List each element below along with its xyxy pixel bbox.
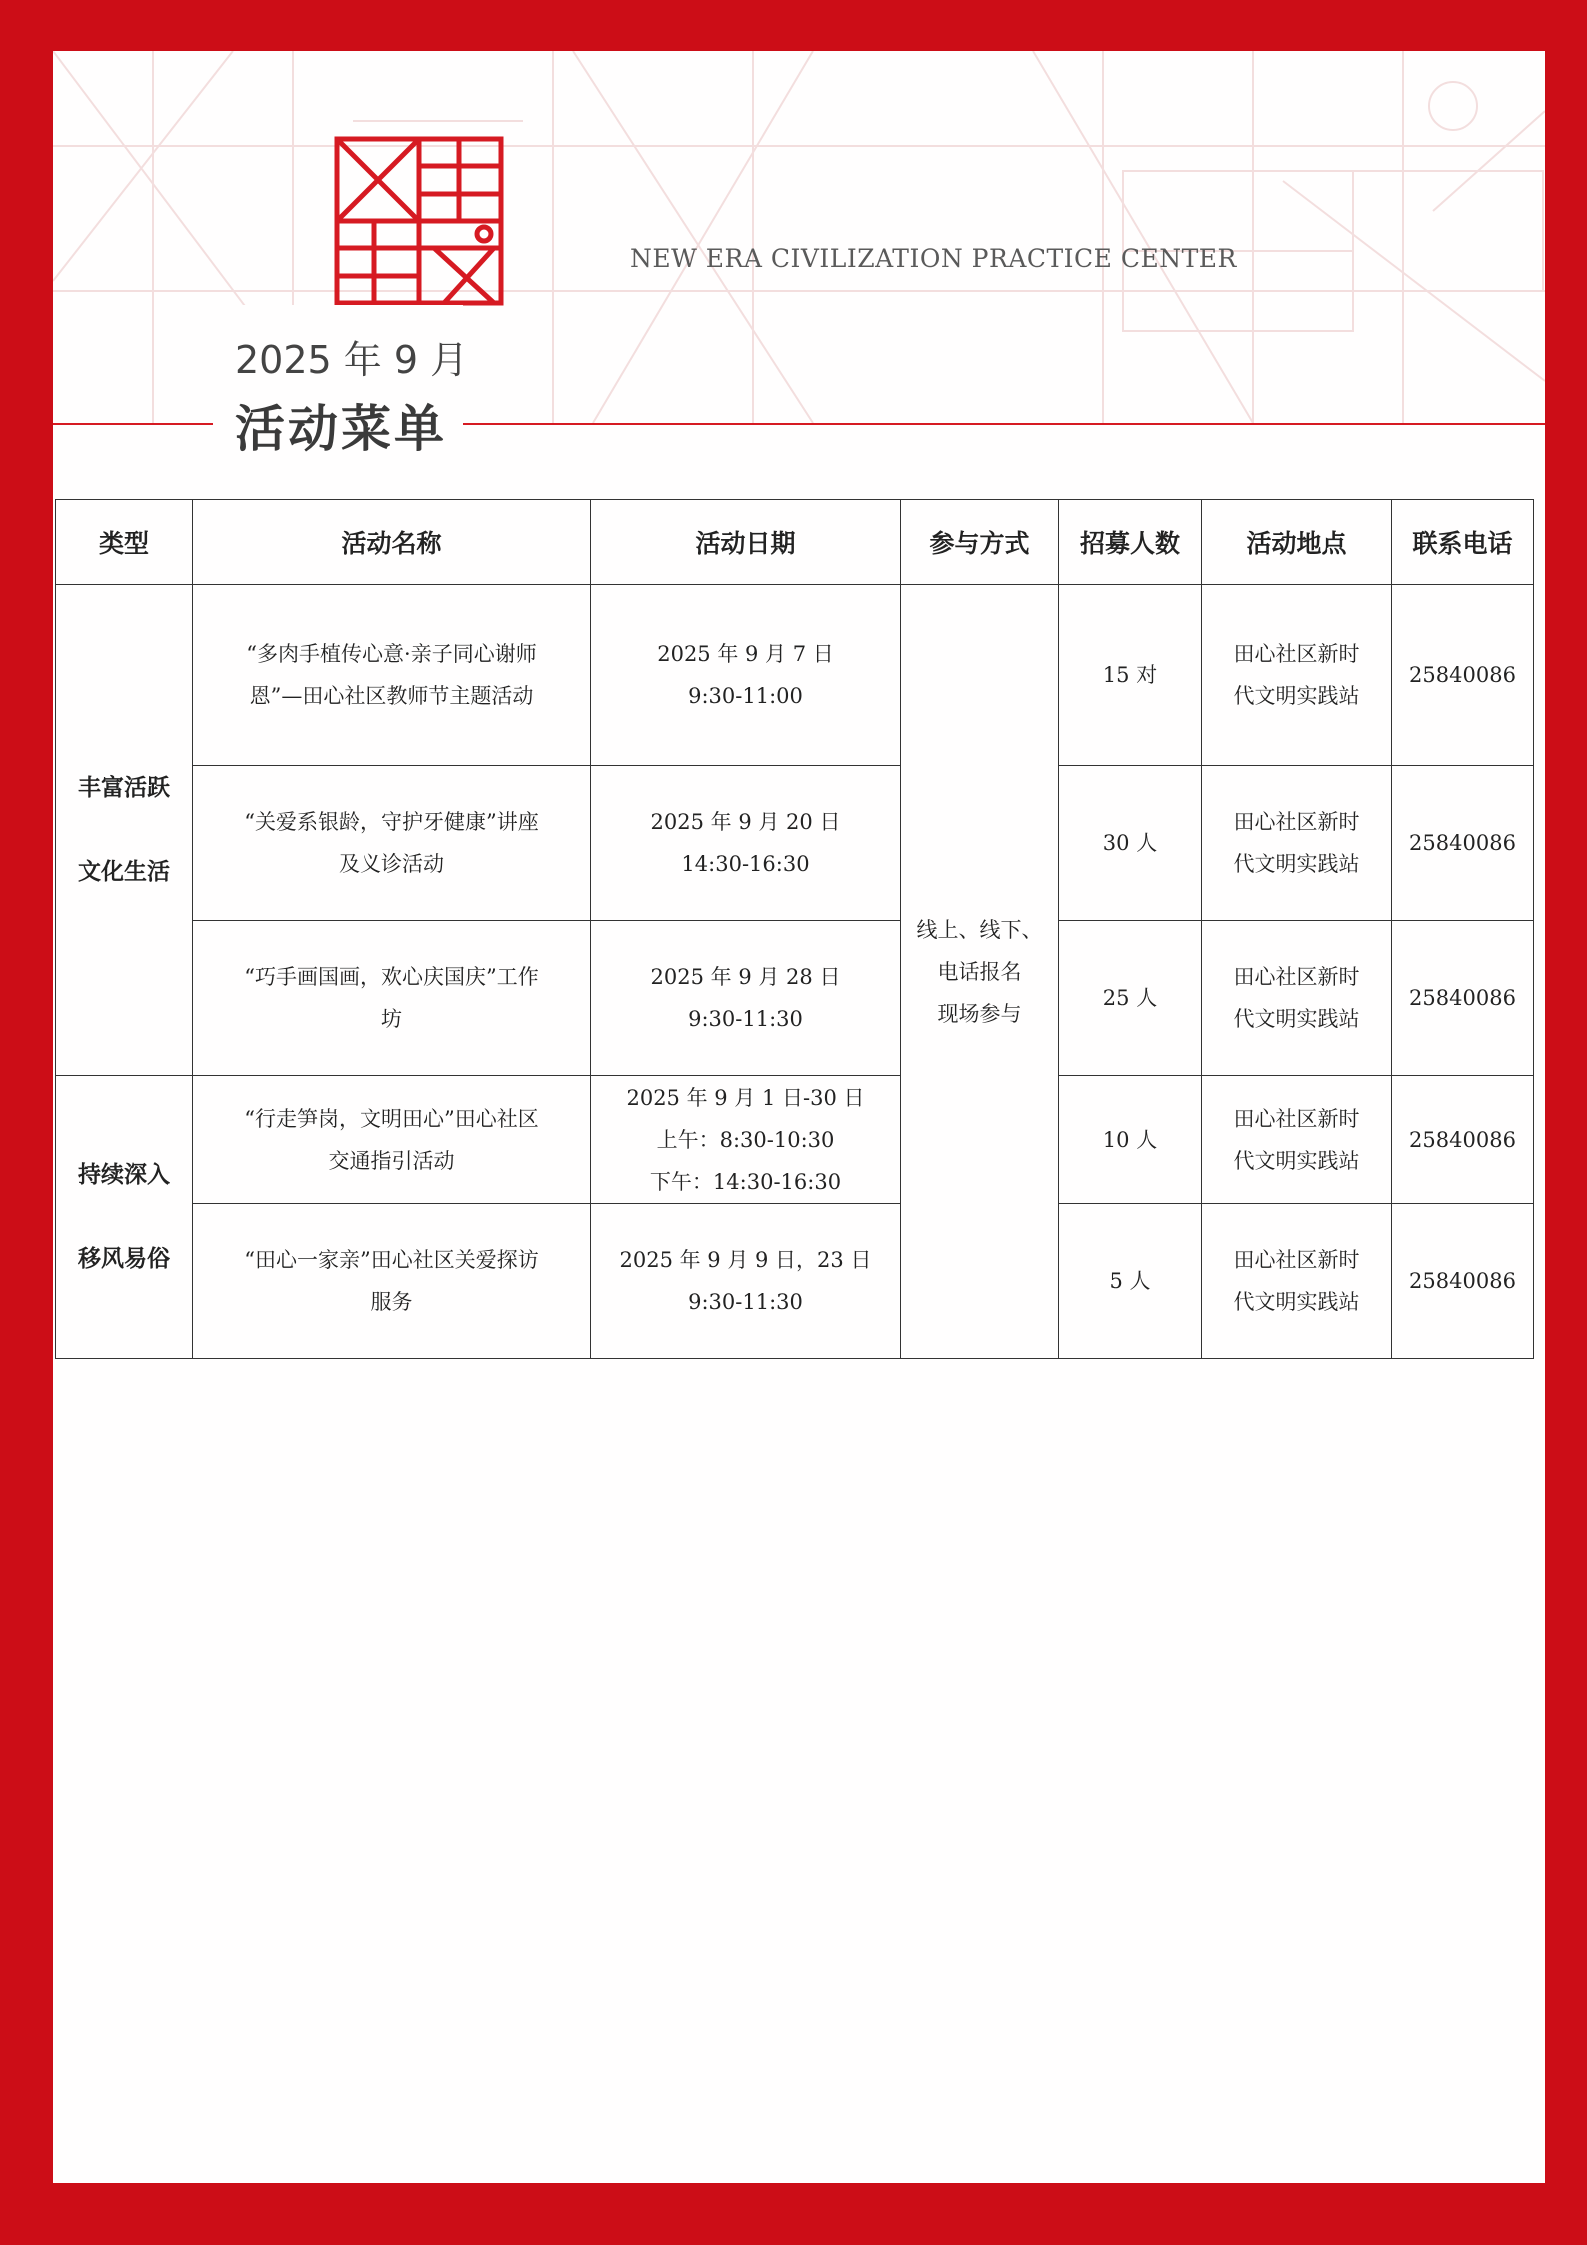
name-line: 交通指引活动: [328, 1148, 455, 1173]
type-line: 丰富活跃: [78, 775, 170, 801]
date-line: 2025 年 9 月 9 日，23 日: [619, 1248, 872, 1272]
name-line: 坊: [381, 1007, 402, 1031]
year-month-label: 2025 年 9 月: [235, 338, 469, 382]
activity-name-cell: [193, 766, 591, 921]
location-line: 田心社区新时: [1233, 1248, 1360, 1272]
name-line: “多肉手植传心意·亲子同心谢师: [246, 642, 537, 666]
activity-name-cell: [193, 1204, 591, 1359]
count-cell: 10 人: [1059, 1076, 1202, 1204]
phone-cell: 25840086: [1392, 1076, 1534, 1204]
date-line: 2025 年 9 月 20 日: [650, 810, 841, 834]
column-header-type: 类型: [56, 500, 193, 585]
date-line: 9:30-11:00: [688, 684, 803, 708]
date-line: 下午：14:30-16:30: [649, 1169, 842, 1194]
date-line: 2025 年 9 月 1 日-30 日: [626, 1085, 865, 1110]
location-line: 田心社区新时: [1233, 642, 1360, 666]
location-cell: [1202, 921, 1392, 1076]
activity-date-cell: [591, 921, 901, 1076]
name-line: “巧手画国画，欢心庆国庆”工作: [244, 965, 539, 989]
name-line: “行走笋岗，文明田心”田心社区: [244, 1106, 539, 1131]
civilization-practice-logo-icon: [334, 136, 504, 306]
location-line: 代文明实践站: [1233, 1148, 1360, 1173]
location-cell: [1202, 1076, 1392, 1204]
activity-date-cell: [591, 1204, 901, 1359]
location-line: 田心社区新时: [1233, 1106, 1360, 1131]
column-header-phone: 联系电话: [1392, 500, 1534, 585]
location-cell: [1202, 585, 1392, 766]
location-cell: [1202, 766, 1392, 921]
activity-table: [55, 499, 1534, 1359]
participation-cell: [901, 585, 1059, 1359]
count-cell: 30 人: [1059, 766, 1202, 921]
location-line: 代文明实践站: [1233, 1007, 1360, 1031]
activity-date-cell: [591, 1076, 901, 1204]
center-tagline: NEW ERA CIVILIZATION PRACTICE CENTER: [630, 244, 1237, 273]
type-line: 持续深入: [78, 1162, 170, 1188]
activity-name-cell: [193, 1076, 591, 1204]
name-line: 恩”—田心社区教师节主题活动: [249, 684, 534, 708]
phone-cell: 25840086: [1392, 585, 1534, 766]
activity-name-cell: [193, 585, 591, 766]
name-line: 服务: [370, 1290, 413, 1314]
date-line: 2025 年 9 月 28 日: [650, 965, 841, 989]
table-header-row: [56, 500, 1534, 585]
participation-line: 电话报名: [937, 959, 1022, 984]
activity-date-cell: [591, 766, 901, 921]
table-row: [56, 766, 1534, 921]
count-cell: 15 对: [1059, 585, 1202, 766]
type-cell: [56, 1076, 193, 1359]
location-line: 田心社区新时: [1233, 810, 1360, 834]
document-page: [53, 51, 1545, 2183]
table-row: [56, 585, 1534, 766]
column-header-name: 活动名称: [193, 500, 591, 585]
location-cell: [1202, 1204, 1392, 1359]
name-line: 及义诊活动: [339, 852, 444, 876]
location-line: 代文明实践站: [1233, 852, 1360, 876]
column-header-location: 活动地点: [1202, 500, 1392, 585]
type-line: 移风易俗: [78, 1246, 170, 1272]
location-line: 田心社区新时: [1233, 965, 1360, 989]
date-line: 9:30-11:30: [688, 1290, 803, 1314]
table-row: [56, 921, 1534, 1076]
phone-cell: 25840086: [1392, 1204, 1534, 1359]
column-header-participation: 参与方式: [901, 500, 1059, 585]
name-line: “关爱系银龄，守护牙健康”讲座: [244, 810, 539, 834]
location-line: 代文明实践站: [1233, 1290, 1360, 1314]
type-line: 文化生活: [78, 859, 170, 885]
activity-date-cell: [591, 585, 901, 766]
date-line: 9:30-11:30: [688, 1007, 803, 1031]
location-line: 代文明实践站: [1233, 684, 1360, 708]
count-cell: 5 人: [1059, 1204, 1202, 1359]
count-cell: 25 人: [1059, 921, 1202, 1076]
participation-line: 现场参与: [937, 1001, 1022, 1026]
participation-line: 线上、线下、: [916, 917, 1043, 942]
date-line: 14:30-16:30: [681, 852, 810, 876]
phone-cell: 25840086: [1392, 921, 1534, 1076]
column-header-date: 活动日期: [591, 500, 901, 585]
phone-cell: 25840086: [1392, 766, 1534, 921]
type-cell: [56, 585, 193, 1076]
table-row: [56, 1204, 1534, 1359]
date-line: 2025 年 9 月 7 日: [657, 642, 834, 666]
date-line: 上午：8:30-10:30: [656, 1127, 835, 1152]
activity-name-cell: [193, 921, 591, 1076]
column-header-count: 招募人数: [1059, 500, 1202, 585]
page-title: 活动菜单: [235, 400, 447, 458]
table-row: [56, 1076, 1534, 1204]
name-line: “田心一家亲”田心社区关爱探访: [244, 1248, 539, 1272]
